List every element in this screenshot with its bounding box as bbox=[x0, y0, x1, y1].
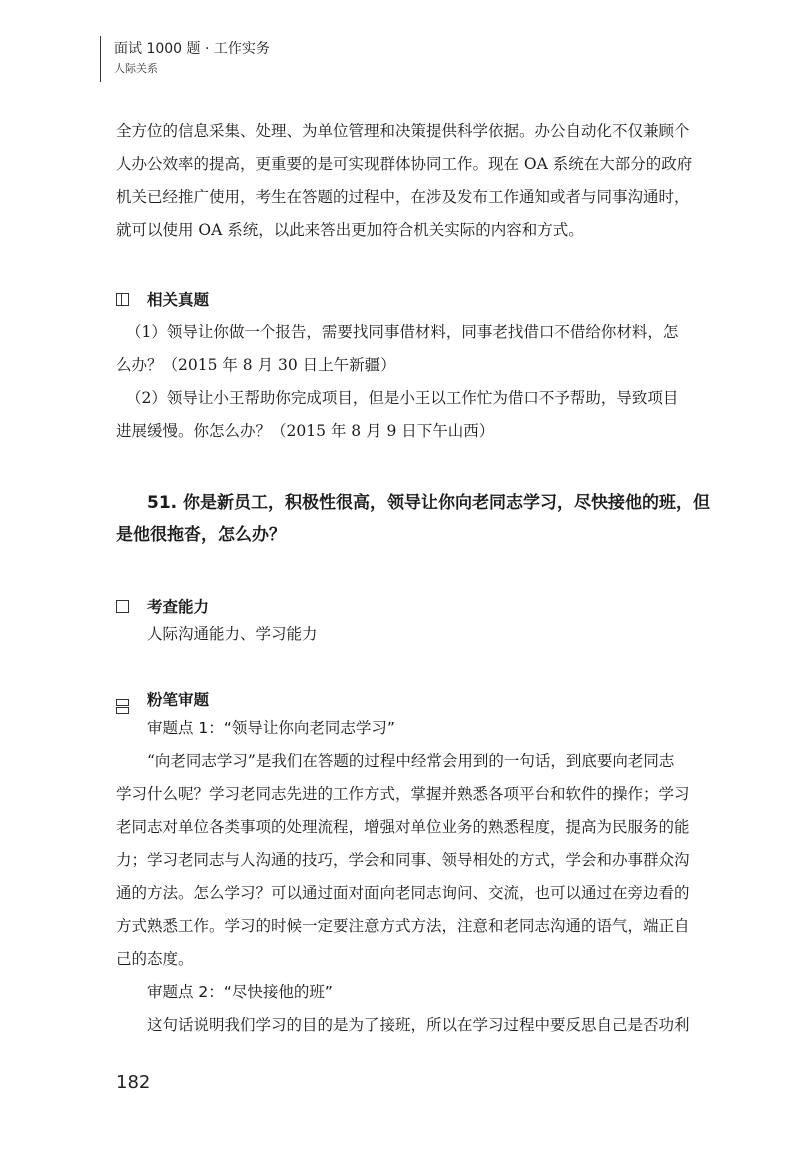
intro-paragraph bbox=[116, 115, 716, 247]
question-line: 是他很拖沓，怎么办？ bbox=[116, 525, 286, 545]
analysis-line: 老同志对单位各类事项的处理流程，增强对单位业务的熟悉程度，提高为民服务的能 bbox=[116, 818, 690, 836]
question-51 bbox=[116, 487, 726, 551]
intro-line: 机关已经推广使用，考生在答题的过程中，在涉及发布工作通知或者与同事沟通时， bbox=[116, 188, 690, 206]
ability-text-block bbox=[147, 618, 707, 651]
related-heading-text: 相关真题 bbox=[147, 291, 210, 309]
analysis-line: 己的态度。 bbox=[116, 950, 194, 968]
stacked-box-icon bbox=[116, 699, 129, 706]
analysis-line: 力；学习老同志与人沟通的技巧，学会和同事、领导相处的方式，学会和办事群众沟 bbox=[116, 851, 690, 869]
analysis-heading-text: 粉笔审题 bbox=[147, 691, 210, 709]
related-item-line: （1）领导让你做一个报告，需要找同事借材料，同事老找借口不借给你材料，怎 bbox=[126, 323, 679, 341]
ability-heading-text: 考查能力 bbox=[147, 598, 210, 616]
analysis-line: 学习什么呢？学习老同志先进的工作方式，掌握并熟悉各项平台和软件的操作；学习 bbox=[116, 785, 690, 803]
point2-title: 审题点 2：“尽快接他的班” bbox=[147, 983, 333, 1001]
analysis-line: 通的方法。怎么学习？可以通过面对面向老同志询问、交流，也可以通过在旁边看的 bbox=[116, 884, 690, 902]
header-title: 面试 1000 题 · 工作实务 bbox=[114, 41, 270, 57]
analysis-line: 方式熟悉工作。学习的时候一定要注意方式方法，注意和老同志沟通的语气，端正自 bbox=[116, 917, 690, 935]
point1-title: 审题点 1：“领导让你向老同志学习” bbox=[147, 719, 395, 737]
question-box-icon bbox=[116, 293, 129, 306]
intro-line: 人办公效率的提高，更重要的是可实现群体协同工作。现在 OA 系统在大部分的政府 bbox=[116, 155, 693, 173]
ability-text: 人际沟通能力、学习能力 bbox=[147, 625, 318, 643]
analysis-line: “向老同志学习”是我们在答题的过程中经常会用到的一句话，到底要向老同志 bbox=[147, 752, 675, 770]
related-item-line: 么办？（2015 年 8 月 30 日上午新疆） bbox=[116, 356, 396, 374]
analysis-line: 这句话说明我们学习的目的是为了接班，所以在学习过程中要反思自己是否功利 bbox=[147, 1016, 690, 1034]
analysis-heading bbox=[116, 688, 209, 710]
related-items bbox=[116, 316, 716, 448]
intro-line: 就可以使用 OA 系统，以此来答出更加符合机关实际的内容和方式。 bbox=[116, 221, 584, 239]
header-rule bbox=[100, 36, 101, 82]
intro-line: 全方位的信息采集、处理、为单位管理和决策提供科学依据。办公自动化不仅兼顾个 bbox=[116, 122, 690, 140]
ability-heading bbox=[116, 595, 209, 617]
page-number: 182 bbox=[116, 1072, 151, 1093]
header-subtitle: 人际关系 bbox=[114, 62, 158, 75]
related-item-line: （2）领导让小王帮助你完成项目，但是小王以工作忙为借口不予帮助，导致项目 bbox=[126, 389, 679, 407]
related-heading bbox=[116, 288, 209, 310]
square-icon bbox=[116, 600, 129, 613]
question-line: 51. 你是新员工，积极性很高，领导让你向老同志学习，尽快接他的班，但 bbox=[147, 493, 711, 513]
analysis-body bbox=[116, 712, 716, 1042]
related-item-line: 进展缓慢。你怎么办？（2015 年 8 月 9 日下午山西） bbox=[116, 422, 495, 440]
